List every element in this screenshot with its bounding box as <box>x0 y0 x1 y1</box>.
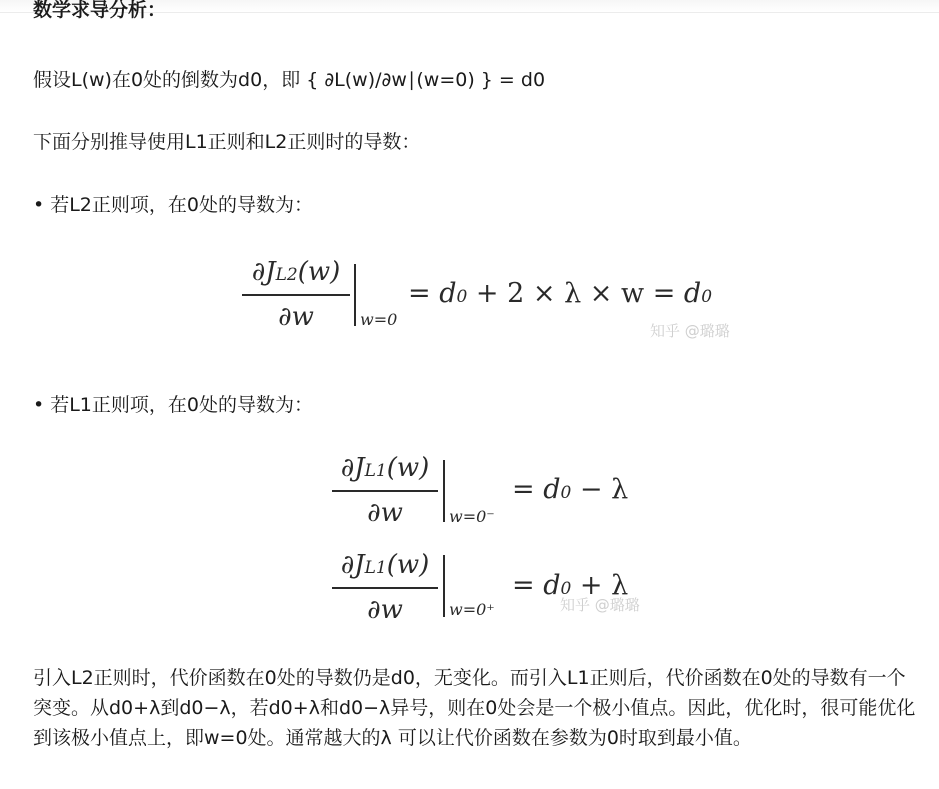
formula-l1-plus-fraction <box>332 550 438 625</box>
formula-l1-plus-rhs: = d0 + λ <box>512 570 629 601</box>
formula-l2-eval: w=0 <box>360 310 398 329</box>
formula-l1-plus-denominator: ∂w <box>367 594 403 625</box>
formula-l1-minus-rhs: = d0 − λ <box>512 474 629 505</box>
bullet-dot: • <box>33 194 45 216</box>
formula-l1-minus-fraction <box>332 453 438 528</box>
intro-paragraph: 假设L(w)在0处的倒数为d0，即 { ∂L(w)/∂w∣(w=0) } = d0 <box>33 69 546 91</box>
bullet-dot: • <box>33 394 45 416</box>
formula-l1-minus-eval: w=0⁻ <box>449 507 495 526</box>
bullet-l2 <box>33 193 313 217</box>
formula-l1-minus-denominator: ∂w <box>367 497 403 528</box>
formula-l1-plus-eval: w=0⁺ <box>449 600 495 619</box>
formula-l2-fraction <box>242 257 350 332</box>
formula-l1-minus-numerator: ∂JL1(w) <box>340 453 430 483</box>
formula-l1-plus-numerator: ∂JL1(w) <box>340 550 430 580</box>
bullet-l1-text: 若L1正则项，在0处的导数为： <box>50 394 313 416</box>
section-heading: 数学求导分析： <box>33 0 167 21</box>
watermark-2: 知乎 @璐璐 <box>560 596 640 614</box>
formula-l2-numerator: ∂JL2(w) <box>251 257 341 287</box>
bullet-l2-text: 若L2正则项，在0处的导数为： <box>50 194 313 216</box>
formula-l2-denominator: ∂w <box>278 301 314 332</box>
formula-l2-rhs: = d0 + 2 × λ × w = d0 <box>408 278 713 309</box>
watermark-1: 知乎 @璐璐 <box>650 322 730 340</box>
conclusion-paragraph: 引入L2正则时，代价函数在0处的导数仍是d0，无变化。而引入L1正则后，代价函数在0处的导数有一个突变。从d0+λ到d0−λ，若d0+λ和d0−λ异号，则在0处会是一个极小值点。因此，优化时，很可能优化到该极小值点上，即w=0处。通常越大的λ 可以让代价函数在参数为0时取到最小值。 <box>33 667 916 749</box>
subtitle-paragraph: 下面分别推导使用L1正则和L2正则时的导数： <box>33 131 421 153</box>
bullet-l1 <box>33 393 313 417</box>
